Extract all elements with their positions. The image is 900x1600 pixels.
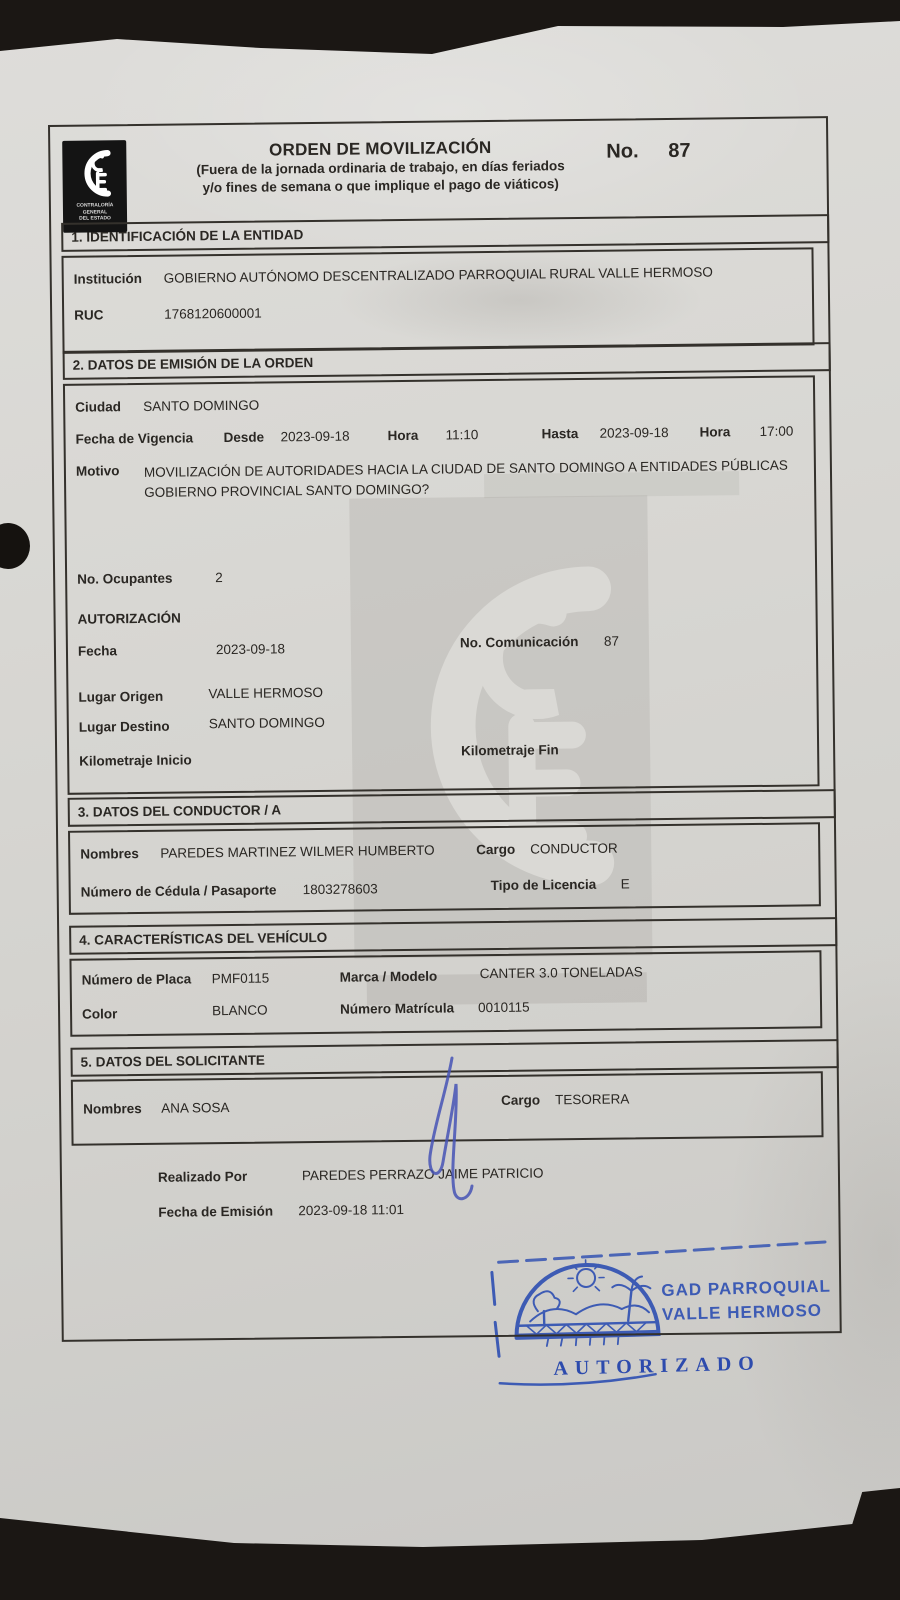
logo-caption-line: GENERAL bbox=[82, 208, 108, 216]
conductor-nombres-value: PAREDES MARTINEZ WILMER HUMBERTO bbox=[160, 842, 435, 861]
solicitante-nombres-value: ANA SOSA bbox=[161, 1100, 230, 1116]
origen-value: VALLE HERMOSO bbox=[208, 684, 324, 702]
ciudad-label: Ciudad bbox=[75, 399, 122, 415]
solicitante-cargo-value: TESORERA bbox=[555, 1091, 630, 1108]
emision-label: Fecha de Emisión bbox=[158, 1203, 274, 1220]
institucion-label: Institución bbox=[73, 270, 143, 287]
cge-logo-icon bbox=[62, 140, 127, 233]
km-fin-label: Kilometraje Fin bbox=[461, 742, 559, 759]
section1-body bbox=[61, 247, 814, 354]
form-header bbox=[165, 137, 596, 198]
ruc-label: RUC bbox=[74, 307, 104, 323]
licencia-label: Tipo de Licencia bbox=[490, 876, 597, 894]
ocupantes-label: No. Ocupantes bbox=[77, 570, 173, 587]
matricula-value: 0010115 bbox=[477, 999, 530, 1016]
destino-value: SANTO DOMINGO bbox=[208, 714, 325, 732]
color-label: Color bbox=[82, 1006, 118, 1022]
section2-body bbox=[63, 375, 820, 795]
section1-title: 1. IDENTIFICACIÓN DE LA ENTIDAD bbox=[61, 214, 829, 252]
section3-body bbox=[68, 822, 821, 915]
motivo-value: MOVILIZACIÓN DE AUTORIDADES HACIA LA CIUDAD DE SANTO DOMINGO A ENTIDADES PÚBLICAS GOBIERNO PROVINCIAL SANTO DOMINGO? bbox=[143, 457, 788, 501]
origen-label: Lugar Origen bbox=[78, 688, 164, 705]
emision-value: 2023-09-18 11:01 bbox=[298, 1202, 405, 1219]
stamp-line1: GAD PARROQUIAL bbox=[661, 1276, 832, 1301]
institucion-value: GOBIERNO AUTÓNOMO DESCENTRALIZADO PARROQUIAL RURAL VALLE HERMOSO bbox=[163, 264, 713, 286]
order-number-value: 87 bbox=[668, 139, 691, 162]
ciudad-value: SANTO DOMINGO bbox=[143, 397, 260, 414]
signature bbox=[390, 1040, 510, 1215]
form-subtitle-line1: (Fuera de la jornada ordinaria de trabajo, en días feriados bbox=[196, 158, 565, 178]
hasta-value: 2023-09-18 bbox=[599, 424, 669, 441]
stamp-line2: VALLE HERMOSO bbox=[661, 1300, 823, 1324]
placa-label: Número de Placa bbox=[81, 971, 192, 988]
realizado-value: PAREDES PERRAZO JAIME PATRICIO bbox=[301, 1165, 544, 1184]
color-value: BLANCO bbox=[211, 1002, 268, 1019]
stamp-authorized-text: AUTORIZADO bbox=[553, 1352, 762, 1380]
section4-body bbox=[69, 950, 822, 1037]
matricula-label: Número Matrícula bbox=[339, 1000, 455, 1017]
desde-label: Desde bbox=[223, 429, 265, 446]
conductor-nombres-label: Nombres bbox=[80, 846, 139, 862]
logo-caption-line: CONTRALORÍA bbox=[76, 202, 114, 209]
hora2-label: Hora bbox=[699, 424, 731, 440]
cedula-value: 1803278603 bbox=[302, 881, 378, 898]
hora1-value: 11:10 bbox=[445, 427, 479, 443]
placa-value: PMF0115 bbox=[211, 970, 270, 987]
destino-label: Lugar Destino bbox=[78, 718, 170, 735]
motivo-label: Motivo bbox=[75, 463, 120, 479]
order-number-label: No. bbox=[606, 140, 639, 163]
comunicacion-label: No. Comunicación bbox=[459, 634, 579, 651]
desde-value: 2023-09-18 bbox=[280, 428, 350, 445]
marca-label: Marca / Modelo bbox=[339, 968, 438, 985]
section4-title: 4. CARACTERÍSTICAS DEL VEHÍCULO bbox=[69, 917, 837, 955]
fecha-label: Fecha bbox=[77, 643, 118, 659]
licencia-value: E bbox=[620, 876, 630, 892]
km-inicio-label: Kilometraje Inicio bbox=[79, 752, 192, 769]
form-title: ORDEN DE MOVILIZACIÓN bbox=[269, 137, 492, 160]
fecha-value: 2023-09-18 bbox=[215, 641, 286, 658]
hora2-value: 17:00 bbox=[759, 423, 794, 439]
vigencia-label: Fecha de Vigencia bbox=[75, 430, 194, 447]
form-subtitle-line2: y/o fines de semana o que implique el pago de viáticos) bbox=[202, 176, 559, 196]
ocupantes-value: 2 bbox=[215, 570, 223, 586]
section3-title: 3. DATOS DEL CONDUCTOR / A bbox=[68, 789, 836, 827]
ruc-value: 1768120600001 bbox=[164, 305, 262, 322]
section2-title: 2. DATOS DE EMISIÓN DE LA ORDEN bbox=[63, 342, 831, 380]
marca-value: CANTER 3.0 TONELADAS bbox=[479, 964, 643, 982]
autorizacion-label: AUTORIZACIÓN bbox=[77, 610, 181, 627]
realizado-label: Realizado Por bbox=[157, 1168, 248, 1185]
comunicacion-value: 87 bbox=[603, 633, 620, 649]
solicitante-cargo-label: Cargo bbox=[501, 1092, 541, 1108]
section5-title: 5. DATOS DEL SOLICITANTE bbox=[70, 1039, 838, 1077]
logo-caption-line: DEL ESTADO bbox=[79, 215, 111, 222]
hora1-label: Hora bbox=[387, 427, 419, 444]
conductor-cargo-value: CONDUCTOR bbox=[530, 840, 618, 857]
hasta-label: Hasta bbox=[541, 426, 579, 442]
conductor-cargo-label: Cargo bbox=[476, 841, 516, 858]
cedula-label: Número de Cédula / Pasaporte bbox=[80, 882, 277, 900]
solicitante-nombres-label: Nombres bbox=[83, 1101, 142, 1117]
punch-hole bbox=[0, 523, 30, 569]
